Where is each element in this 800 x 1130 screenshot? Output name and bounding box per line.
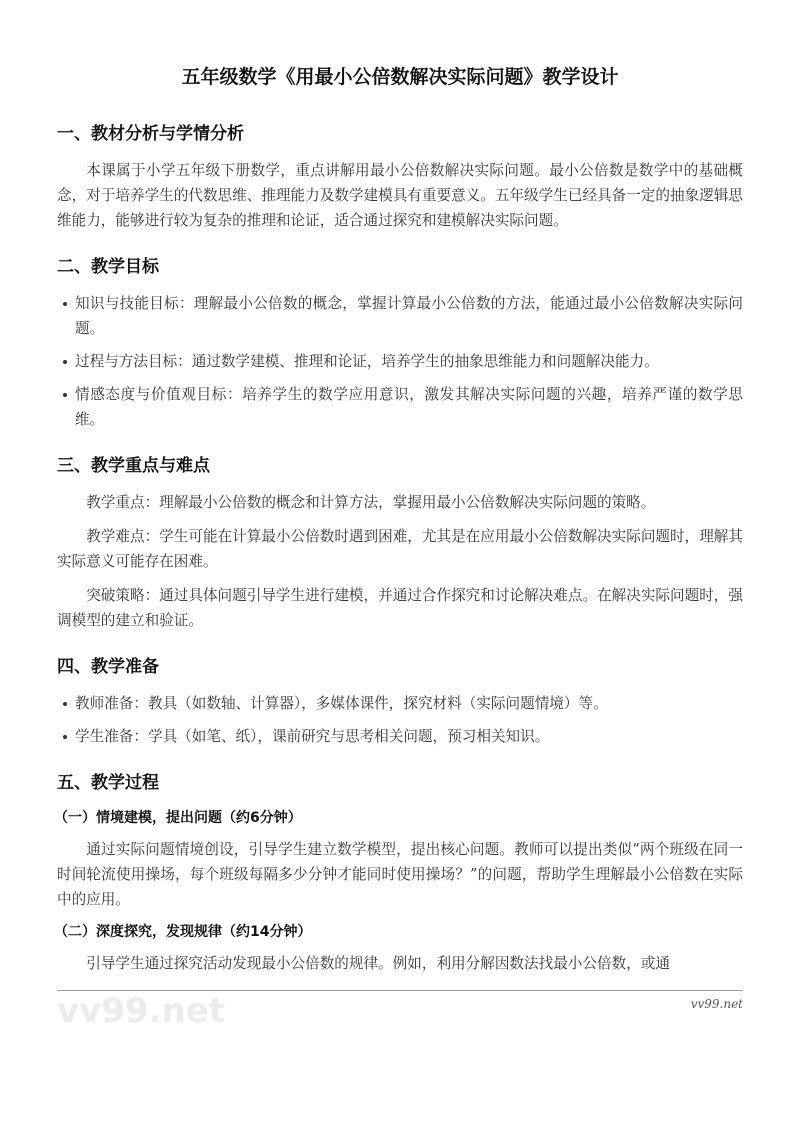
list-item: 过程与方法目标：通过数学建模、推理和论证，培养学生的抽象思维能力和问题解决能力。	[57, 349, 743, 374]
step-2-paragraph: 引导学生通过探究活动发现最小公倍数的规律。例如，利用分解因数法找最小公倍数，或通	[86, 955, 670, 972]
difficulties-paragraph: 教学难点：学生可能在计算最小公倍数时遇到困难，尤其是在应用最小公倍数解决实际问题时，理解其实际意义可能存在困难。	[57, 528, 743, 570]
bullet-icon	[63, 302, 67, 306]
bullet-icon	[63, 702, 67, 706]
bullet-icon	[63, 393, 67, 397]
step-1-paragraph: 通过实际问题情境创设，引导学生建立数学模型，提出核心问题。教师可以提出类似“两个班级在同一时间轮流使用操场，每个班级每隔多少分钟才能同时使用操场？”的问题，帮助学生理解最小公倍数在实际中的应用。	[57, 841, 743, 908]
section-heading-1: 一、教材分析与学情分析	[57, 124, 244, 144]
footer-site: vv99.net	[690, 997, 743, 1011]
watermark: vv99.net	[57, 991, 226, 1031]
objectives-list	[57, 291, 743, 432]
section-heading-2: 二、教学目标	[57, 257, 159, 277]
section-heading-3: 三、教学重点与难点	[57, 456, 210, 476]
bullet-icon	[63, 360, 67, 364]
preparation-list	[57, 691, 743, 749]
strategy-paragraph: 突破策略：通过具体问题引导学生进行建模，并通过合作探究和讨论解决难点。在解决实际问题时，强调模型的建立和验证。	[57, 587, 743, 629]
section-1-paragraph: 本课属于小学五年级下册数学，重点讲解用最小公倍数解决实际问题。最小公倍数是数学中的基础概念，对于培养学生的代数思维、推理能力及数学建模具有重要意义。五年级学生已经具备一定的抽象逻辑思维能力，能够进行较为复杂的推理和论证，适合通过探究和建模解决实际问题。	[57, 162, 743, 229]
list-item: 情感态度与价值观目标：培养学生的数学应用意识，激发其解决实际问题的兴趣，培养严谨的数学思维。	[57, 382, 743, 432]
section-heading-5: 五、教学过程	[57, 773, 159, 793]
bullet-icon	[63, 735, 67, 739]
step-2-heading: （二）深度探究，发现规律（约14分钟）	[54, 924, 312, 940]
step-1-heading: （一）情境建模，提出问题（约6分钟）	[54, 810, 302, 826]
list-item: 教师准备：教具（如数轴、计算器），多媒体课件，探究材料（实际问题情境）等。	[57, 691, 743, 716]
list-item: 学生准备：学具（如笔、纸），课前研究与思考相关问题，预习相关知识。	[57, 724, 743, 749]
footer	[57, 991, 743, 1031]
section-heading-4: 四、教学准备	[57, 657, 159, 677]
key-points-paragraph: 教学重点：理解最小公倍数的概念和计算方法，掌握用最小公倍数解决实际问题的策略。	[86, 494, 656, 511]
page-title: 五年级数学《用最小公倍数解决实际问题》教学设计	[181, 66, 619, 88]
list-item: 知识与技能目标：理解最小公倍数的概念，掌握计算最小公倍数的方法，能通过最小公倍数解决实际问题。	[57, 291, 743, 341]
